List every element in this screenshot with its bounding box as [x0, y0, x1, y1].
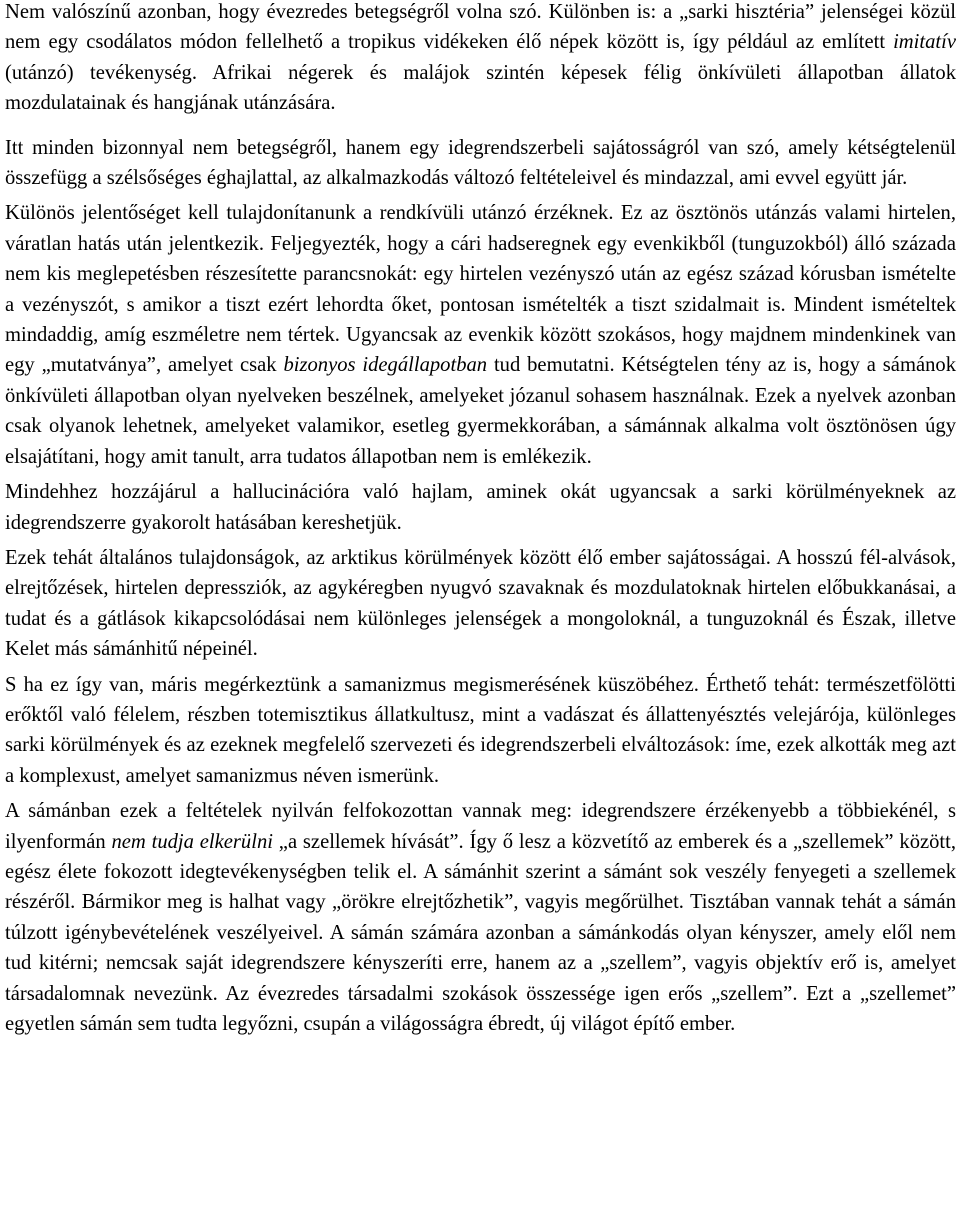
paragraph-7-text-a: A sámánban ezek a feltételek nyilván felfokozottan vannak meg: idegrendszere érzékenyebb a többiekénél, s ilyenformán [5, 800, 956, 853]
paragraph-3-text-b: tud bemutatni. Kétségtelen tény az is, hogy a sámánok önkívületi állapotban olyan nyelveken beszélnek, amelyeket józanul sohasem használnak. Ezek a nyelvek azonban csak olyanok lehetnek, amelyeket valamikor, esetleg gyermekkorában, a sámánnak alkalma volt ösztönösen úgy elsajátítani, hogy amit tanult, arra tudatos állapotban nem is emlékezik. [5, 354, 956, 468]
paragraph-1-italic-term: imitatív [893, 31, 956, 54]
paragraph-4 [5, 477, 956, 538]
paragraph-4-text: Mindehhez hozzájárul a hallucinációra való hajlam, aminek okát ugyancsak a sarki körülményeknek az idegrendszerre gyakorolt hatásában kereshetjük. [5, 481, 956, 534]
paragraph-7-text-b: „a szellemek hívását”. Így ő lesz a közvetítő az emberek és a „szellemek” között, egész élete fokozott idegtevékenységben telik el. A sámánhit szerint a sámánt sok veszély fenyegeti a szellemek részéről. Bármikor meg is halhat vagy „örökre elrejtőzhetik”, vagyis megőrülhet. Tisztában vannak tehát a sámán túlzott igénybevételének veszélyeivel. A sámán számára azonban a sámánkodás olyan kényszer, amely elől nem tud kitérni; nemcsak saját idegrendszere kényszeríti erre, hanem az a „szellem”, vagyis objektív erő is, amelyet társadalomnak nevezünk. Az évezredes társadalmi szokások összessége igen erős „szellem”. Ezt a „szellemet” egyetlen sámán sem tudta legyőzni, csupán a világosságra ébredt, új világot építő ember. [5, 830, 957, 1035]
paragraph-7 [5, 796, 956, 1039]
paragraph-1-text-b: (utánzó) tevékenység. Afrikai négerek és malájok szintén képesek félig önkívületi állapotban állatok mozdulatainak és hangjának utánzására. [5, 61, 956, 115]
paragraph-2 [5, 133, 956, 194]
paragraph-5 [5, 543, 956, 665]
paragraph-3-text-a: Különös jelentőséget kell tulajdonítanunk a rendkívüli utánzó érzéknek. Ez az ösztönös utánzás valami hirtelen, váratlan hatás után jelentkezik. Feljegyezték, hogy a cári hadseregnek egy evenkikből (tunguzokból) álló százada nem kis meglepetésben részesítette parancsnokát: egy hirtelen vezényszó után az egész század kórusban ismételte a vezényszót, s amikor a tiszt ezért lehordta őket, pontosan ismételték a tiszt szidalmait is. Mindent ismételtek mindaddig, amíg eszméletre nem tértek. Ugyancsak az evenkik között szokásos, hogy majdnem mindenkinek van egy „mutatványa”, amelyet csak [5, 202, 956, 377]
paragraph-1 [5, 0, 956, 119]
paragraph-2-text: Itt minden bizonnyal nem betegségről, hanem egy idegrendszerbeli sajátosságról van szó, amely kétségtelenül összefügg a szélsőséges éghajlattal, az alkalmazkodás változó feltételeivel és mindazzal, ami evvel együtt jár. [5, 136, 956, 190]
paragraph-6-text: S ha ez így van, máris megérkeztünk a samanizmus megismerésének küszöbéhez. Érthető tehát: természetfölötti erőktől való félelem, részben totemisztikus állatkultusz, mint a vadászat és állattenyésztés velejárója, különleges sarki körülmények és az ezeknek megfelelő szervezeti és idegrendszerbeli elváltozások: íme, ezek alkották meg azt a komplexust, amelyet samanizmus néven ismerünk. [5, 673, 956, 787]
paragraph-3 [5, 198, 956, 472]
paragraph-7-italic-phrase: nem tudja elkerülni [111, 830, 273, 853]
paragraph-6 [5, 670, 956, 792]
paragraph-3-italic-phrase: bizonyos idegállapotban [283, 354, 488, 377]
paragraph-5-text: Ezek tehát általános tulajdonságok, az arktikus körülmények között élő ember sajátosságai. A hosszú fél-alvások, elrejtőzések, hirtelen depressziók, az agykéregben nyugvó szavaknak és mozdulatoknak hirtelen előbukkanásai, a tudat és a gátlások kikapcsolódásai nem különleges jelenségek a mongoloknál, a tunguzoknál és Észak, illetve Kelet más sámánhitű népeinél. [5, 546, 956, 661]
paragraph-1-text-a: Nem valószínű azonban, hogy évezredes betegségről volna szó. Különben is: a „sarki hisztéria” jelenségei közül nem egy csodálatos módon fellelhető a tropikus vidékeken élő népek között is, így például az említett [5, 1, 956, 54]
